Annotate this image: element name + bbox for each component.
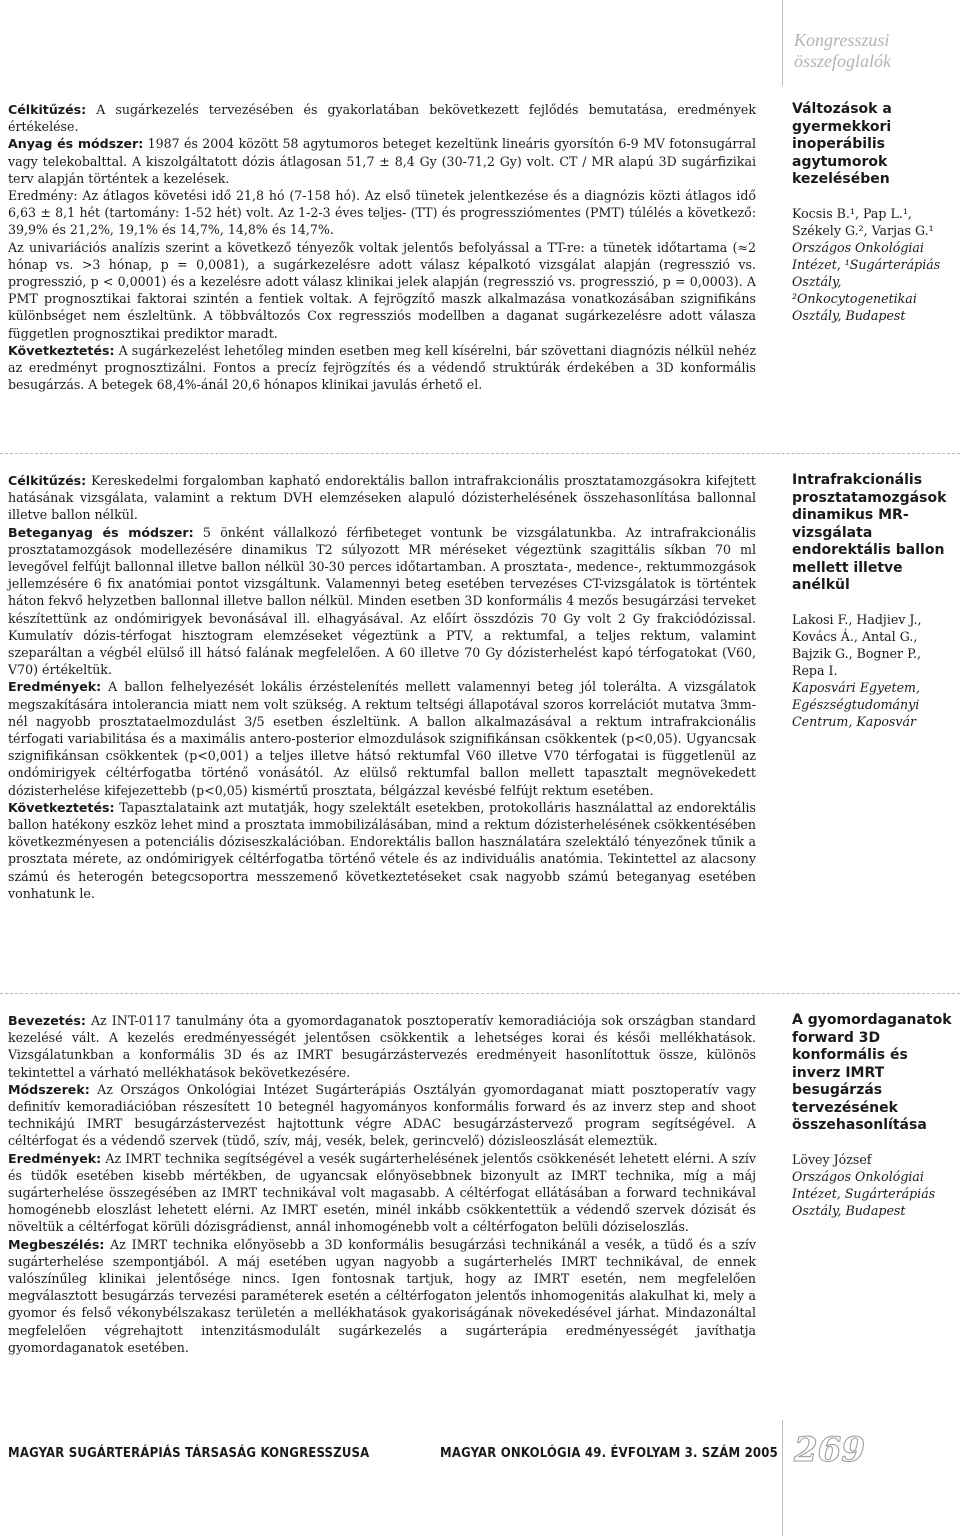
page-number: 269 xyxy=(794,1430,865,1470)
section-divider xyxy=(0,453,960,454)
abstract-title: Intrafrakcionális prosztatamozgások dinamikus MR-vizsgálata endorektális ballon mellett illetve anélkül xyxy=(792,472,947,593)
abstract-body-3 xyxy=(8,1012,756,1356)
abstract-paragraph: Célkitűzés: Kereskedelmi forgalomban kapható endorektális ballon intrafrakcionális prosztatamozgásokra kifejtett hatásának vizsgálata, valamint a rektum DVH elemzéseken alapuló dózisterhelésének összehasonlítása ballonnal illetve ballon nélkül. xyxy=(8,473,756,523)
footer-journal-issue: MAGYAR ONKOLÓGIA 49. ÉVFOLYAM 3. SZÁM 2005 xyxy=(440,1446,778,1461)
abstract-authors: Lövey József xyxy=(792,1151,872,1167)
abstract-affiliation: Kaposvári Egyetem, Egészségtudományi Centrum, Kaposvár xyxy=(792,679,920,729)
abstract-body-1 xyxy=(8,101,756,393)
abstract-paragraph: Eredmények: Az IMRT technika segítségével a vesék sugárterhelésének jelentős csökkenését lehetett elérni. A szív és tüdők esetében kisebb mértékben, de ugyancsak előnyösebbnek bizonyult az IMRT technika, míg a máj sugárterhelése összegésében az IMRT technikával volt magasabb. A céltérfogat ellátásában a forward technikával homogénebb eloszlást lehetett elérni. Az IMRT esetén, minél inkább csökkentettük a védendő szervek dózisát és növeltük a céltérfogat körüli dózisgrádienst, annál inhomogénebb volt a céltérfogaton belüli dóziseloszlás. xyxy=(8,1150,756,1235)
abstract-paragraph: Anyag és módszer: 1987 és 2004 között 58 agytumoros beteget kezeltünk lineáris gyorsítón 6-9 MV fotonsugárral vagy telekobalttal. A kiszolgáltatott dózis átlagosan 51,7 ± 8,4 Gy (30-71,2 Gy) volt. CT / MR alapú 3D sugárfizikai terv alapján történtek a kezelések. xyxy=(8,136,756,186)
abstract-sidebar-2 xyxy=(792,472,956,730)
abstract-authors: Kocsis B.¹, Pap L.¹, xyxy=(792,205,912,221)
abstract-body-2 xyxy=(8,472,756,902)
abstract-paragraph: Eredmények: A ballon felhelyezését lokális érzéstelenítés mellett valamennyi beteg jól tolerálta. A vizsgálatok megszakítására intolerancia miatt nem volt szükség. A rektum teltségi állapotával szoros korrelációt mutatva 3mm-nél nagyobb prosztataelmozdulást 3/5 esetben észleltünk. A ballon alkalmazásával a rektum intrafrakcionális térfogati variabilitása és a maximális antero-posterior elmozdulások szignifikánsan csökkentek (p<0,05). Ugyancsak szignifikánsan csökkentek (p<0,001) a teljes illetve hátsó rektumfal V60 illetve V70 térfogatai is függetlenül az ondómirigyek céltérfogatba történő vonásától. Az elülső rektumfal ballon mellett tapasztalt megnövekedett dózisterhelése kifejezettebb (p<0,05) kismértű prosztata, bélgázzal kevésbé felfújt rektum esetében. xyxy=(8,679,756,798)
abstract-title: Változások a gyermekkori inoperábilis agytumorok kezelésében xyxy=(792,101,892,187)
abstract-authors: Lakosi F., Hadjiev J., Kovács Á., Antal G., Bajzik G., Bogner P., Repa I. xyxy=(792,611,922,678)
abstract-paragraph: Bevezetés: Az INT-0117 tanulmány óta a gyomordaganatok posztoperatív kemoradiációja sok országban standard kezelésé vált. A kezelés eredményességét jelentősen csökkentik a lehetséges korai és késői mellékhatások. Vizsgálatunkban a konformális 3D és az IMRT besugárzástervezés eredményeit hasonlítottuk össze, különös tekintettel a várható mellékhatások bekövetkezésére. xyxy=(8,1013,756,1080)
abstract-paragraph: Következtetés: Tapasztalataink azt mutatják, hogy szelektált esetekben, protokolláris használattal az endorektális ballon hatékony eszköz lehet mind a prosztata immobilizálásában, mind a rektum dózisterhelésének csökkentésében következményesen a potenciális dóziseszkalációban. Endorektális ballon használatára szelektáló tényezőnek tűnik a prosztata mérete, az ondómirigyek céltérfogatba történő vétele és az individuális anatómia. Tekintettel az alacsony számú és heterogén betegcsoportra messzemenő következtetéseket csak nagyobb számú beteganyag esetében vonhatunk le. xyxy=(8,799,756,901)
section-divider xyxy=(0,993,960,994)
abstract-paragraph: Célkitűzés: A sugárkezelés tervezésében és gyakorlatában bekövetkezett fejlődés bemutatása, eredmények értékelése. xyxy=(8,102,756,135)
column-divider xyxy=(782,0,783,86)
abstract-paragraph: Az univariációs analízis szerint a következő tényezők voltak jelentős befolyással a TT-re: a tünetek időtartama (≈2 hónap vs. >3 hónap, p = 0,0081), a sugárkezelésre adott válasz képalkotó vizsgálat alapján (regresszió vs. progresszió, p < 0,0001) és a kezelésre adott válasz klinikai jelek alapján (regresszió vs. progresszió, p = 0,0003). A PMT prognosztikai faktorai szintén a fentiek voltak. A fejrögzítő maszk alkalmazása vonatkozásában szignifikáns különbséget nem észleltünk. A többváltozós Cox regressziós modellben a daganat sugárkezelésre adott válasza független prognosztikai prediktor maradt. xyxy=(8,239,756,341)
abstract-sidebar-1 xyxy=(792,101,956,324)
abstract-paragraph: Következtetés: A sugárkezelést lehetőleg minden esetben meg kell kísérelni, bár szövettani diagnózis nélkül nehéz az eredményt prognosztizálni. Fontos a precíz fejrögzítés és a védendő struktúrák érdekében a 3D konformális besugárzás. A betegek 68,4%-ánál 20,6 hónapos klinikai javulás érhető el. xyxy=(8,342,756,393)
abstract-affiliation: Országos Onkológiai Intézet, ¹Sugárterápiás Osztály, ²Onkocytogenetikai Osztály, Budapest xyxy=(792,239,941,323)
abstract-affiliation: Országos Onkológiai Intézet, Sugárterápiás Osztály, Budapest xyxy=(792,1168,936,1218)
abstract-paragraph: Beteganyag és módszer: 5 önként vállalkozó férfibeteget vontunk be vizsgálatunkba. Az intrafrakcionális prosztatamozgások modellezésére dinamikus T2 súlyozott MR méréseket végeztünk szagittális síkban 70 ml levegővel felfújt ballonnal illetve ballon nélkül 30-30 perces időtartamban. A prosztata-, medence-, rektummozgások jellemzésére 6 fix anatómiai pontot vizsgáltunk. Valamennyi beteg esetében tervezéses CT-vizsgálatok is történtek háton fekvő helyzetben ballonnal illetve ballon nélkül. Minden esetben 3D konformális 4 mezős besugárzási terveket készítettünk az ondómirigyek bevonásával ill. elhagyásával. Az előírt összdózis 70 Gy volt 2 Gy frakciódózissal. Kumulatív dózis-térfogat hisztogram elemzéseket végeztünk a PTV, a rektumfal, a teljes rektum, valamint szeparáltan a végbél elülső ill hátsó falának megfelelően. A 60 illetve 70 Gy dózisterhelést kapó térfogatokat (V60, V70) értékeltük. xyxy=(8,524,756,678)
abstract-sidebar-3 xyxy=(792,1012,956,1219)
footer-conference-name: MAGYAR SUGÁRTERÁPIÁS TÁRSASÁG KONGRESSZUSA xyxy=(8,1446,370,1461)
section-header: Kongresszusi összefoglalók xyxy=(794,30,891,71)
abstract-paragraph: Megbeszélés: Az IMRT technika előnyösebb a 3D konformális besugárzási technikánál a vesék, a tüdő és a szív sugárterhelése szempontjából. A máj esetében ugyan nagyobb a sugárterhelés IMRT technikával, de ennek valószínűleg klinikai jelentősége nincs. Igen fontosnak tartjuk, hogy az IMRT esetén, nem megfelelően megválasztott besugárzás tervezési paraméterek esetén a céltérfogaton jelentős inhomogenitás alakulhat ki, mely a gyomor és felső vékonybélszakasz területén a mellékhatások gyakoriságának növekedésével járhat. Mindazonáltal megfelelően végrehajtott intenzitásmodulált sugárkezelés a sugárterápia eredményességét javíthatja gyomordaganatok esetében. xyxy=(8,1236,756,1355)
abstract-authors: Székely G.², Varjas G.¹ xyxy=(792,222,934,238)
column-divider xyxy=(782,1420,783,1536)
abstract-paragraph: Módszerek: Az Országos Onkológiai Intézet Sugárterápiás Osztályán gyomordaganat miatt posztoperatív vagy definitív kemoradiációban részesített 10 betegnél hagyományos konformális forward és az inverz step and shoot technikájú IMRT besugárzástervezést hajtottunk végre ADAC besugárzástervező program segítségével. A céltérfogat és a védendő szervek (tüdő, szív, máj, vesék, belek, gerincvelő) dózisleoszlását elemeztük. xyxy=(8,1081,756,1149)
abstract-title: A gyomordaganatok forward 3D konformális és inverz IMRT besugárzás tervezésének összehasonlítása xyxy=(792,1012,952,1133)
abstract-paragraph: Eredmény: Az átlagos követési idő 21,8 hó (7-158 hó). Az első tünetek jelentkezése és a diagnózis közti átlagos idő 6,63 ± 8,1 hét (tartomány: 1-52 hét) volt. Az 1-2-3 éves teljes- (TT) és progressziómentes (PMT) túlélés a következő: 39,9% és 21,2%, 19,1% és 14,7%, 14,8% és 14,7%. xyxy=(8,188,756,238)
